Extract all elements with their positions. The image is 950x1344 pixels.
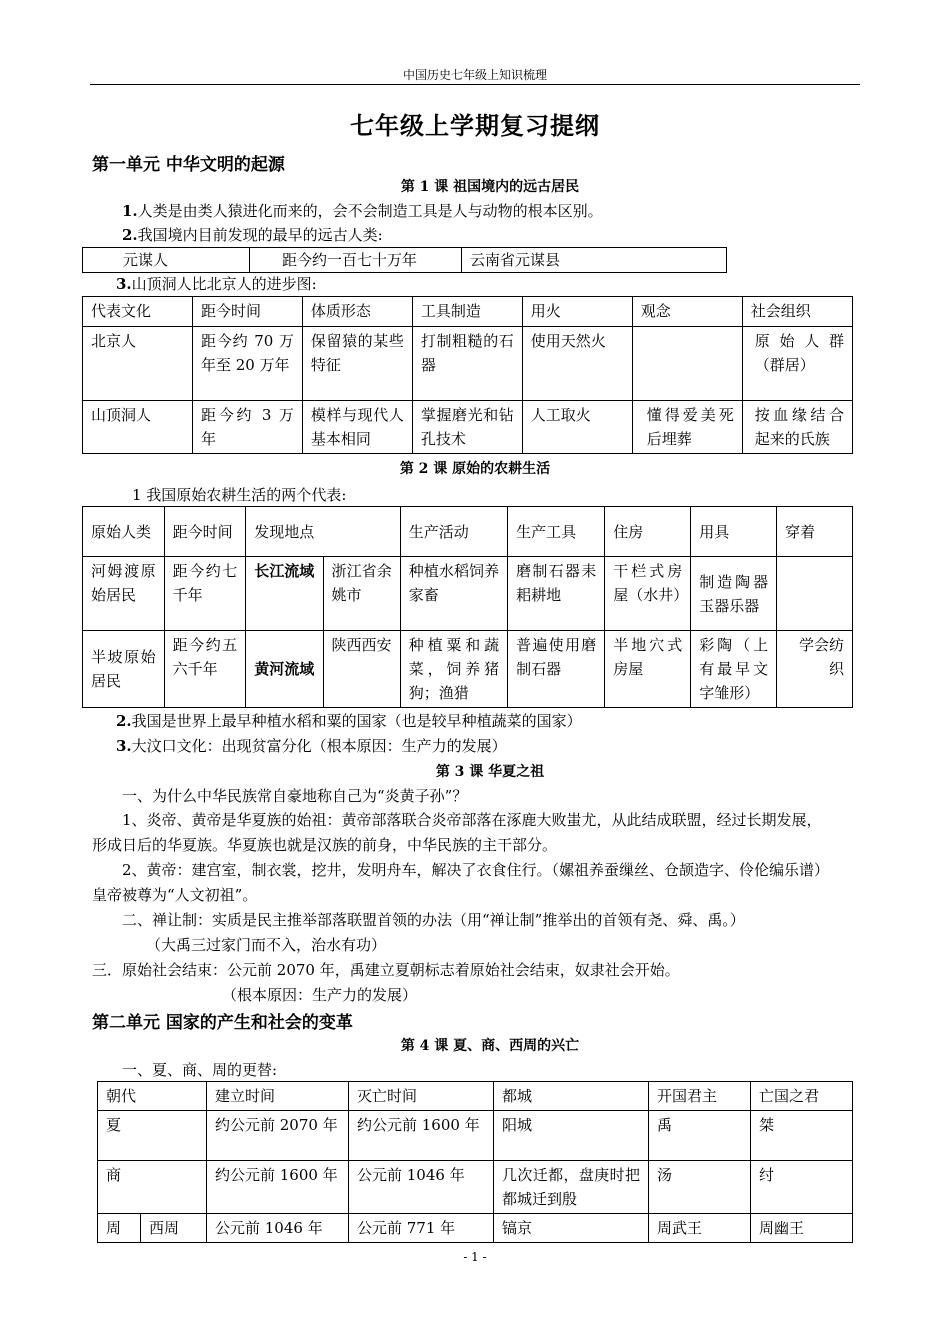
table-header: 距今时间	[192, 297, 302, 327]
table-header: 灭亡时间	[349, 1082, 494, 1111]
table-cell	[632, 327, 742, 401]
table-header: 开国君主	[649, 1082, 751, 1111]
table-cell: 距今约 3 万年	[192, 401, 302, 454]
table-cell: 阳城	[494, 1111, 649, 1161]
farming-cultures-table	[82, 506, 853, 708]
table-row	[98, 1111, 853, 1161]
table-header: 距今时间	[164, 507, 246, 557]
lesson-1-point-2: 2.我国境内目前发现的最早的远古人类:	[122, 226, 383, 244]
lesson-4-point-1: 一、夏、商、周的更替:	[122, 1061, 278, 1079]
lesson-1-point-3: 3.山顶洞人比北京人的进步图:	[116, 275, 317, 293]
lesson-3-question-3-note: （根本原因：生产力的发展）	[222, 986, 418, 1004]
table-header: 生产工具	[508, 507, 605, 557]
table-cell: 商	[98, 1161, 207, 1214]
table-header: 观念	[632, 297, 742, 327]
lesson-3-para-2a: 2、黄帝：建宫室，制衣裳，挖井，发明舟车，解决了衣食住行。（嫘祖养蚕缫丝、仓颉造字、伶伦编乐谱）	[122, 861, 830, 879]
table-cell: 干栏式房屋（水井）	[605, 557, 691, 631]
unit-1-heading: 第一单元 中华文明的起源	[92, 155, 285, 175]
peking-vs-upper-cave-table	[82, 296, 853, 454]
table-cell: 使用天然火	[522, 327, 632, 401]
table-cell: 距今约一百七十万年	[250, 248, 462, 273]
table-cell: 纣	[751, 1161, 853, 1214]
table-row	[83, 557, 853, 631]
table-cell: 制造陶器玉器乐器	[691, 557, 777, 631]
table-cell: 磨制石器耒耜耕地	[508, 557, 605, 631]
table-cell	[777, 557, 853, 631]
table-cell: 种植粟和蔬菜，饲养猪狗；渔猎	[400, 631, 507, 708]
table-cell: 北京人	[83, 327, 193, 401]
lesson-2-point-1: 1 我国原始农耕生活的两个代表:	[132, 486, 347, 504]
yuanmou-table	[82, 247, 727, 273]
table-cell: 半坡原始居民	[83, 631, 165, 708]
table-cell: 距今约七千年	[164, 557, 246, 631]
table-cell: 陕西西安	[323, 631, 400, 708]
lesson-3-question-3: 三．原始社会结束：公元前 2070 年，禹建立夏朝标志着原始社会结束，奴隶社会开始。	[92, 961, 680, 979]
table-header: 原始人类	[83, 507, 165, 557]
document-title: 七年级上学期复习提纲	[350, 111, 600, 140]
table-cell: 半地穴式房屋	[605, 631, 691, 708]
table-cell: 黄河流域	[246, 631, 323, 708]
table-header: 都城	[494, 1082, 649, 1111]
lesson-3-question-2: 二、禅让制：实质是民主推举部落联盟首领的办法（用“禅让制”推举出的首领有尧、舜、禹。）	[122, 911, 745, 929]
header-rule	[90, 84, 860, 85]
table-header: 用火	[522, 297, 632, 327]
table-cell: 桀	[751, 1111, 853, 1161]
table-cell: 夏	[98, 1111, 207, 1161]
table-header: 亡国之君	[751, 1082, 853, 1111]
table-header: 生产活动	[400, 507, 507, 557]
dynasties-table	[97, 1081, 853, 1243]
table-cell: 西周	[141, 1214, 207, 1243]
table-cell: 保留猿的某些特征	[302, 327, 412, 401]
lesson-2-title: 第 2 课 原始的农耕生活	[399, 461, 551, 477]
lesson-3-para-1a: 1、炎帝、黄帝是华夏族的始祖：黄帝部落联合炎帝部落在涿鹿大败蚩尤，从此结成联盟，经过长期发展，	[122, 811, 822, 829]
table-cell: 汤	[649, 1161, 751, 1214]
table-cell: 周	[98, 1214, 141, 1243]
table-cell: 周幽王	[751, 1214, 853, 1243]
table-cell: 山顶洞人	[83, 401, 193, 454]
table-cell: 距今约 70 万年至 20 万年	[192, 327, 302, 401]
table-cell: 掌握磨光和钻孔技术	[412, 401, 522, 454]
table-cell: 镐京	[494, 1214, 649, 1243]
table-cell: 河姆渡原始居民	[83, 557, 165, 631]
table-header: 工具制造	[412, 297, 522, 327]
lesson-1-point-1: 1.人类是由类人猿进化而来的，会不会制造工具是人与动物的根本区别。	[122, 202, 603, 220]
lesson-3-question-2-note: （大禹三过家门而不入，治水有功）	[146, 936, 387, 954]
table-row	[98, 1214, 853, 1243]
page-number: - 1 -	[463, 1250, 487, 1264]
table-cell: 种植水稻饲养家畜	[400, 557, 507, 631]
table-cell: 浙江省余姚市	[323, 557, 400, 631]
table-cell: 懂得爱美死后埋葬	[632, 401, 742, 454]
table-cell: 打制粗糙的石器	[412, 327, 522, 401]
table-cell: 人工取火	[522, 401, 632, 454]
table-cell: 按血缘结合起来的氏族	[742, 401, 852, 454]
table-header: 朝代	[98, 1082, 207, 1111]
table-header: 发现地点	[246, 507, 401, 557]
table-header: 建立时间	[207, 1082, 349, 1111]
table-cell: 公元前 1046 年	[349, 1161, 494, 1214]
lesson-2-point-2: 2.我国是世界上最早种植水稻和粟的国家（也是较早种植蔬菜的国家）	[116, 712, 582, 730]
table-cell: 学会纺织	[777, 631, 853, 708]
table-cell: 云南省元谋县	[462, 248, 727, 273]
table-cell: 公元前 1046 年	[207, 1214, 349, 1243]
table-cell: 距今约五六千年	[164, 631, 246, 708]
table-header: 穿着	[777, 507, 853, 557]
table-header: 代表文化	[83, 297, 193, 327]
table-row	[83, 327, 853, 401]
lesson-3-para-2b: 皇帝被尊为“人文初祖”。	[92, 886, 258, 904]
lesson-3-para-1b: 形成日后的华夏族。华夏族也就是汉族的前身，中华民族的主干部分。	[92, 836, 558, 854]
table-row	[83, 401, 853, 454]
table-header: 社会组织	[742, 297, 852, 327]
page-header: 中国历史七年级上知识梳理	[402, 68, 547, 82]
table-cell: 模样与现代人基本相同	[302, 401, 412, 454]
table-cell: 约公元前 1600 年	[349, 1111, 494, 1161]
table-row	[83, 631, 853, 708]
lesson-4-title: 第 4 课 夏、商、西周的兴亡	[400, 1038, 580, 1054]
table-cell: 普遍使用磨制石器	[508, 631, 605, 708]
table-cell: 约公元前 2070 年	[207, 1111, 349, 1161]
lesson-3-question-1: 一、为什么中华民族常自豪地称自己为“炎黄子孙”？	[122, 787, 468, 805]
table-cell: 彩陶（上有最早文字雏形）	[691, 631, 777, 708]
table-cell: 原始人群（群居）	[742, 327, 852, 401]
table-cell: 元谋人	[83, 248, 250, 273]
table-cell: 公元前 771 年	[349, 1214, 494, 1243]
unit-2-heading: 第二单元 国家的产生和社会的变革	[92, 1013, 353, 1033]
table-header: 用具	[691, 507, 777, 557]
table-header: 体质形态	[302, 297, 412, 327]
lesson-2-point-3: 3.大汶口文化：出现贫富分化（根本原因：生产力的发展）	[116, 737, 507, 755]
table-header: 住房	[605, 507, 691, 557]
table-cell: 几次迁都，盘庚时把都城迁到殷	[494, 1161, 649, 1214]
table-cell: 禹	[649, 1111, 751, 1161]
lesson-1-title: 第 1 课 祖国境内的远古居民	[400, 179, 580, 195]
table-cell: 长江流域	[246, 557, 323, 631]
table-cell: 约公元前 1600 年	[207, 1161, 349, 1214]
lesson-3-title: 第 3 课 华夏之祖	[435, 764, 545, 780]
table-row	[98, 1161, 853, 1214]
table-cell: 周武王	[649, 1214, 751, 1243]
